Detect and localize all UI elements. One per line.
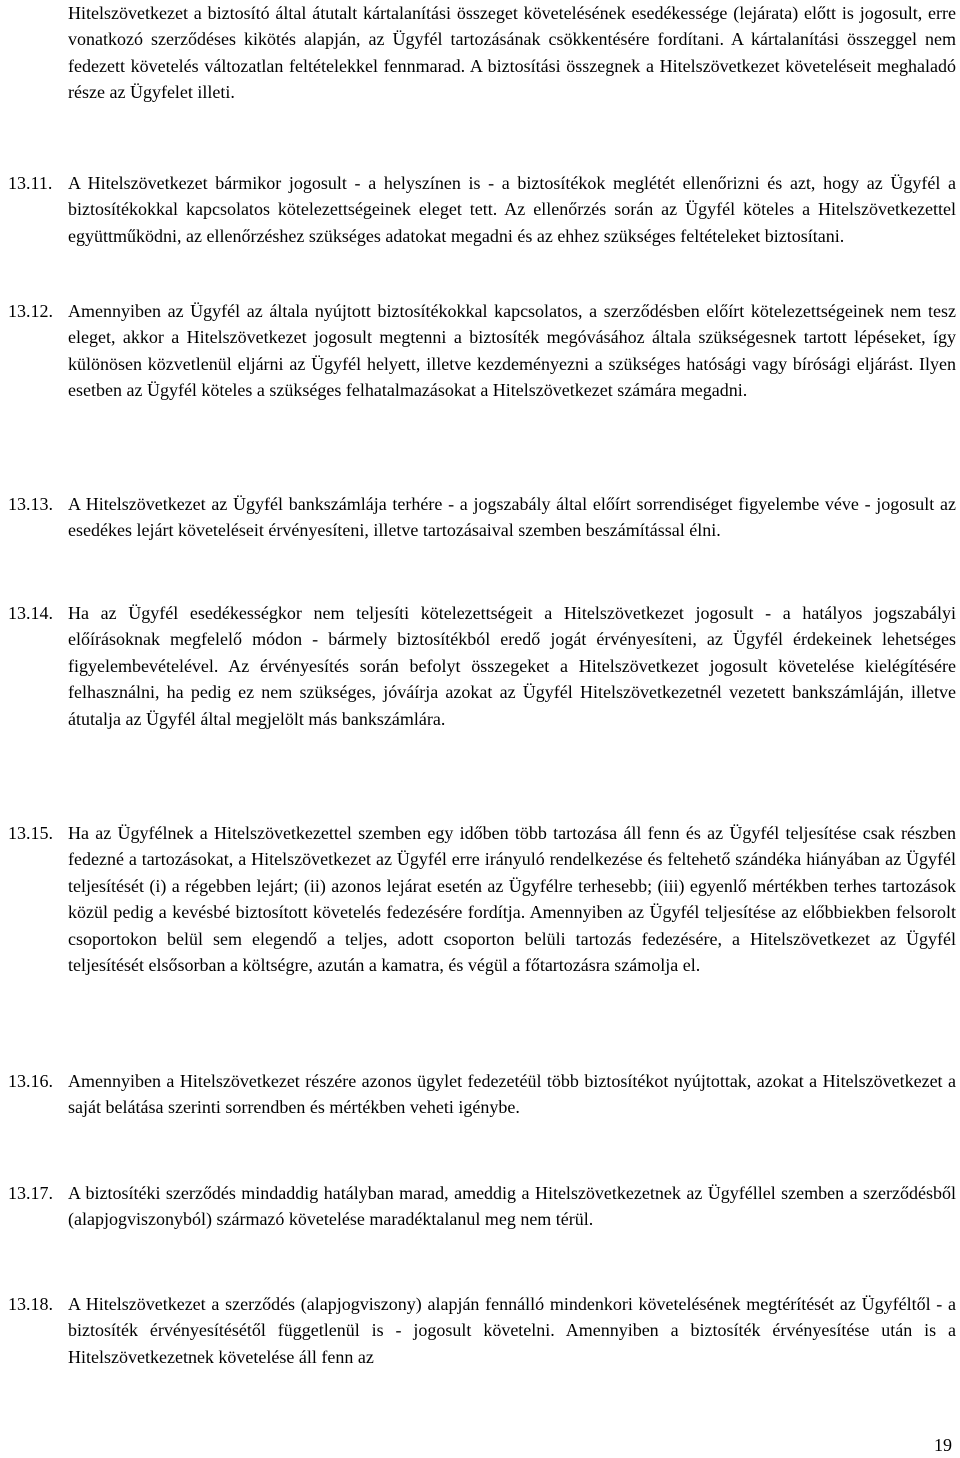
section-text: A Hitelszövetkezet az Ügyfél bankszámlája terhére - a jogszabály által előírt sorrendiséget figyelembe véve - jogosult az esedékes lejárt követeléseit érvényesíteni, illetve tartozásaival szemben beszámítással élni.	[68, 494, 956, 541]
section-number: 13.15.	[8, 823, 53, 843]
section-text: A biztosítéki szerződés mindaddig hatályban marad, ameddig a Hitelszövetkezetnek az Ügyféllel szemben a szerződésből (alapjogviszonyból) származó követelése maradéktalanul meg nem térül.	[68, 1183, 956, 1230]
section-number: 13.17.	[8, 1183, 53, 1203]
section-number: 13.12.	[8, 301, 53, 321]
section-text: Ha az Ügyfél esedékességkor nem teljesíti kötelezettségeit a Hitelszövetkezet jogosult - a hatályos jogszabályi előírásoknak megfelelő módon - bármely biztosítékból eredő jogát érvényesíteni, az Ügyfél érdekeinek lehetséges figyelembevételével. Az érvényesítés során befolyt összegeket a Hitelszövetkezet jogosult követelése kielégítésére felhasználni, ha pedig ez nem szükséges, jóváírja azokat az Ügyfél Hitelszövetkezetnél vezetett bankszámláján, illetve átutalja az Ügyfél által megjelölt más bankszámlára.	[68, 603, 956, 729]
section-text: A Hitelszövetkezet a szerződés (alapjogviszony) alapján fennálló mindenkori követelésének megtérítését az Ügyféltől - a biztosíték érvényesítésétől függetlenül is - jogosult követelni. Amennyiben a biztosíték érvényesítése után is a Hitelszövetkezetnek követelése áll fenn az	[68, 1294, 956, 1367]
page-number: 19	[934, 1435, 952, 1455]
section-number: 13.13.	[8, 494, 53, 514]
section-number: 13.16.	[8, 1071, 53, 1091]
section-text: Amennyiben a Hitelszövetkezet részére azonos ügylet fedezetéül több biztosítékot nyújtottak, azokat a Hitelszövetkezet a saját belátása szerinti sorrendben és mértékben veheti igénybe.	[68, 1071, 956, 1118]
section-text: Amennyiben az Ügyfél az általa nyújtott biztosítékokkal kapcsolatos, a szerződésben előírt kötelezettségeinek nem tesz eleget, akkor a Hitelszövetkezet jogosult megtenni a biztosíték megóvásához általa szükségesnek tartott lépéseket, így különösen közvetlenül eljárni az Ügyfél helyett, illetve kezdeményezni a szükséges hatósági vagy bírósági eljárást. Ilyen esetben az Ügyfél köteles a szükséges felhatalmazásokat a Hitelszövetkezet számára megadni.	[68, 301, 956, 401]
section-number: 13.14.	[8, 603, 53, 623]
section-number: 13.18.	[8, 1294, 53, 1314]
section-text: A Hitelszövetkezet bármikor jogosult - a helyszínen is - a biztosítékok meglétét ellenőrizni és azt, hogy az Ügyfél a biztosítékokkal kapcsolatos kötelezettségeinek eleget tett. Az ellenőrzés során az Ügyfél köteles a Hitelszövetkezettel együttműködni, az ellenőrzéshez szükséges adatokat megadni és az ehhez szükséges feltételeket biztosítani.	[68, 173, 956, 246]
lead-paragraph: Hitelszövetkezet a biztosító által átutalt kártalanítási összeget követelésének esedékessége (lejárata) előtt is jogosult, erre vonatkozó szerződéses kikötés alapján, az Ügyfél tartozásának csökkentésére fordítani. A kártalanítási összeggel nem fedezett követelés változatlan feltételekkel fennmarad. A biztosítási összegnek a Hitelszövetkezet követeléseit meghaladó része az Ügyfelet illeti.	[68, 3, 956, 103]
section-text: Ha az Ügyfélnek a Hitelszövetkezettel szemben egy időben több tartozása áll fenn és az Ügyfél teljesítése csak részben fedezné a tartozásokat, a Hitelszövetkezet az Ügyfél erre irányuló rendelkezése és feltehető szándéka hiányában az Ügyfél teljesítését (i) a régebben lejárt; (ii) azonos lejárat esetén az Ügyfélre terhesebb; (iii) egyenlő mértékben terhes tartozások közül pedig a kevésbé biztosított követelés fedezésére fordítja. Amennyiben az Ügyfél teljesítése az előbbiekben felsorolt csoportokon belül sem elegendő a teljes, adott csoporton belüli tartozás fedezésére, a Hitelszövetkezet az Ügyfél teljesítését elsősorban a költségre, azután a kamatra, és végül a főtartozásra számolja el.	[68, 823, 956, 976]
section-number: 13.11.	[8, 173, 53, 193]
